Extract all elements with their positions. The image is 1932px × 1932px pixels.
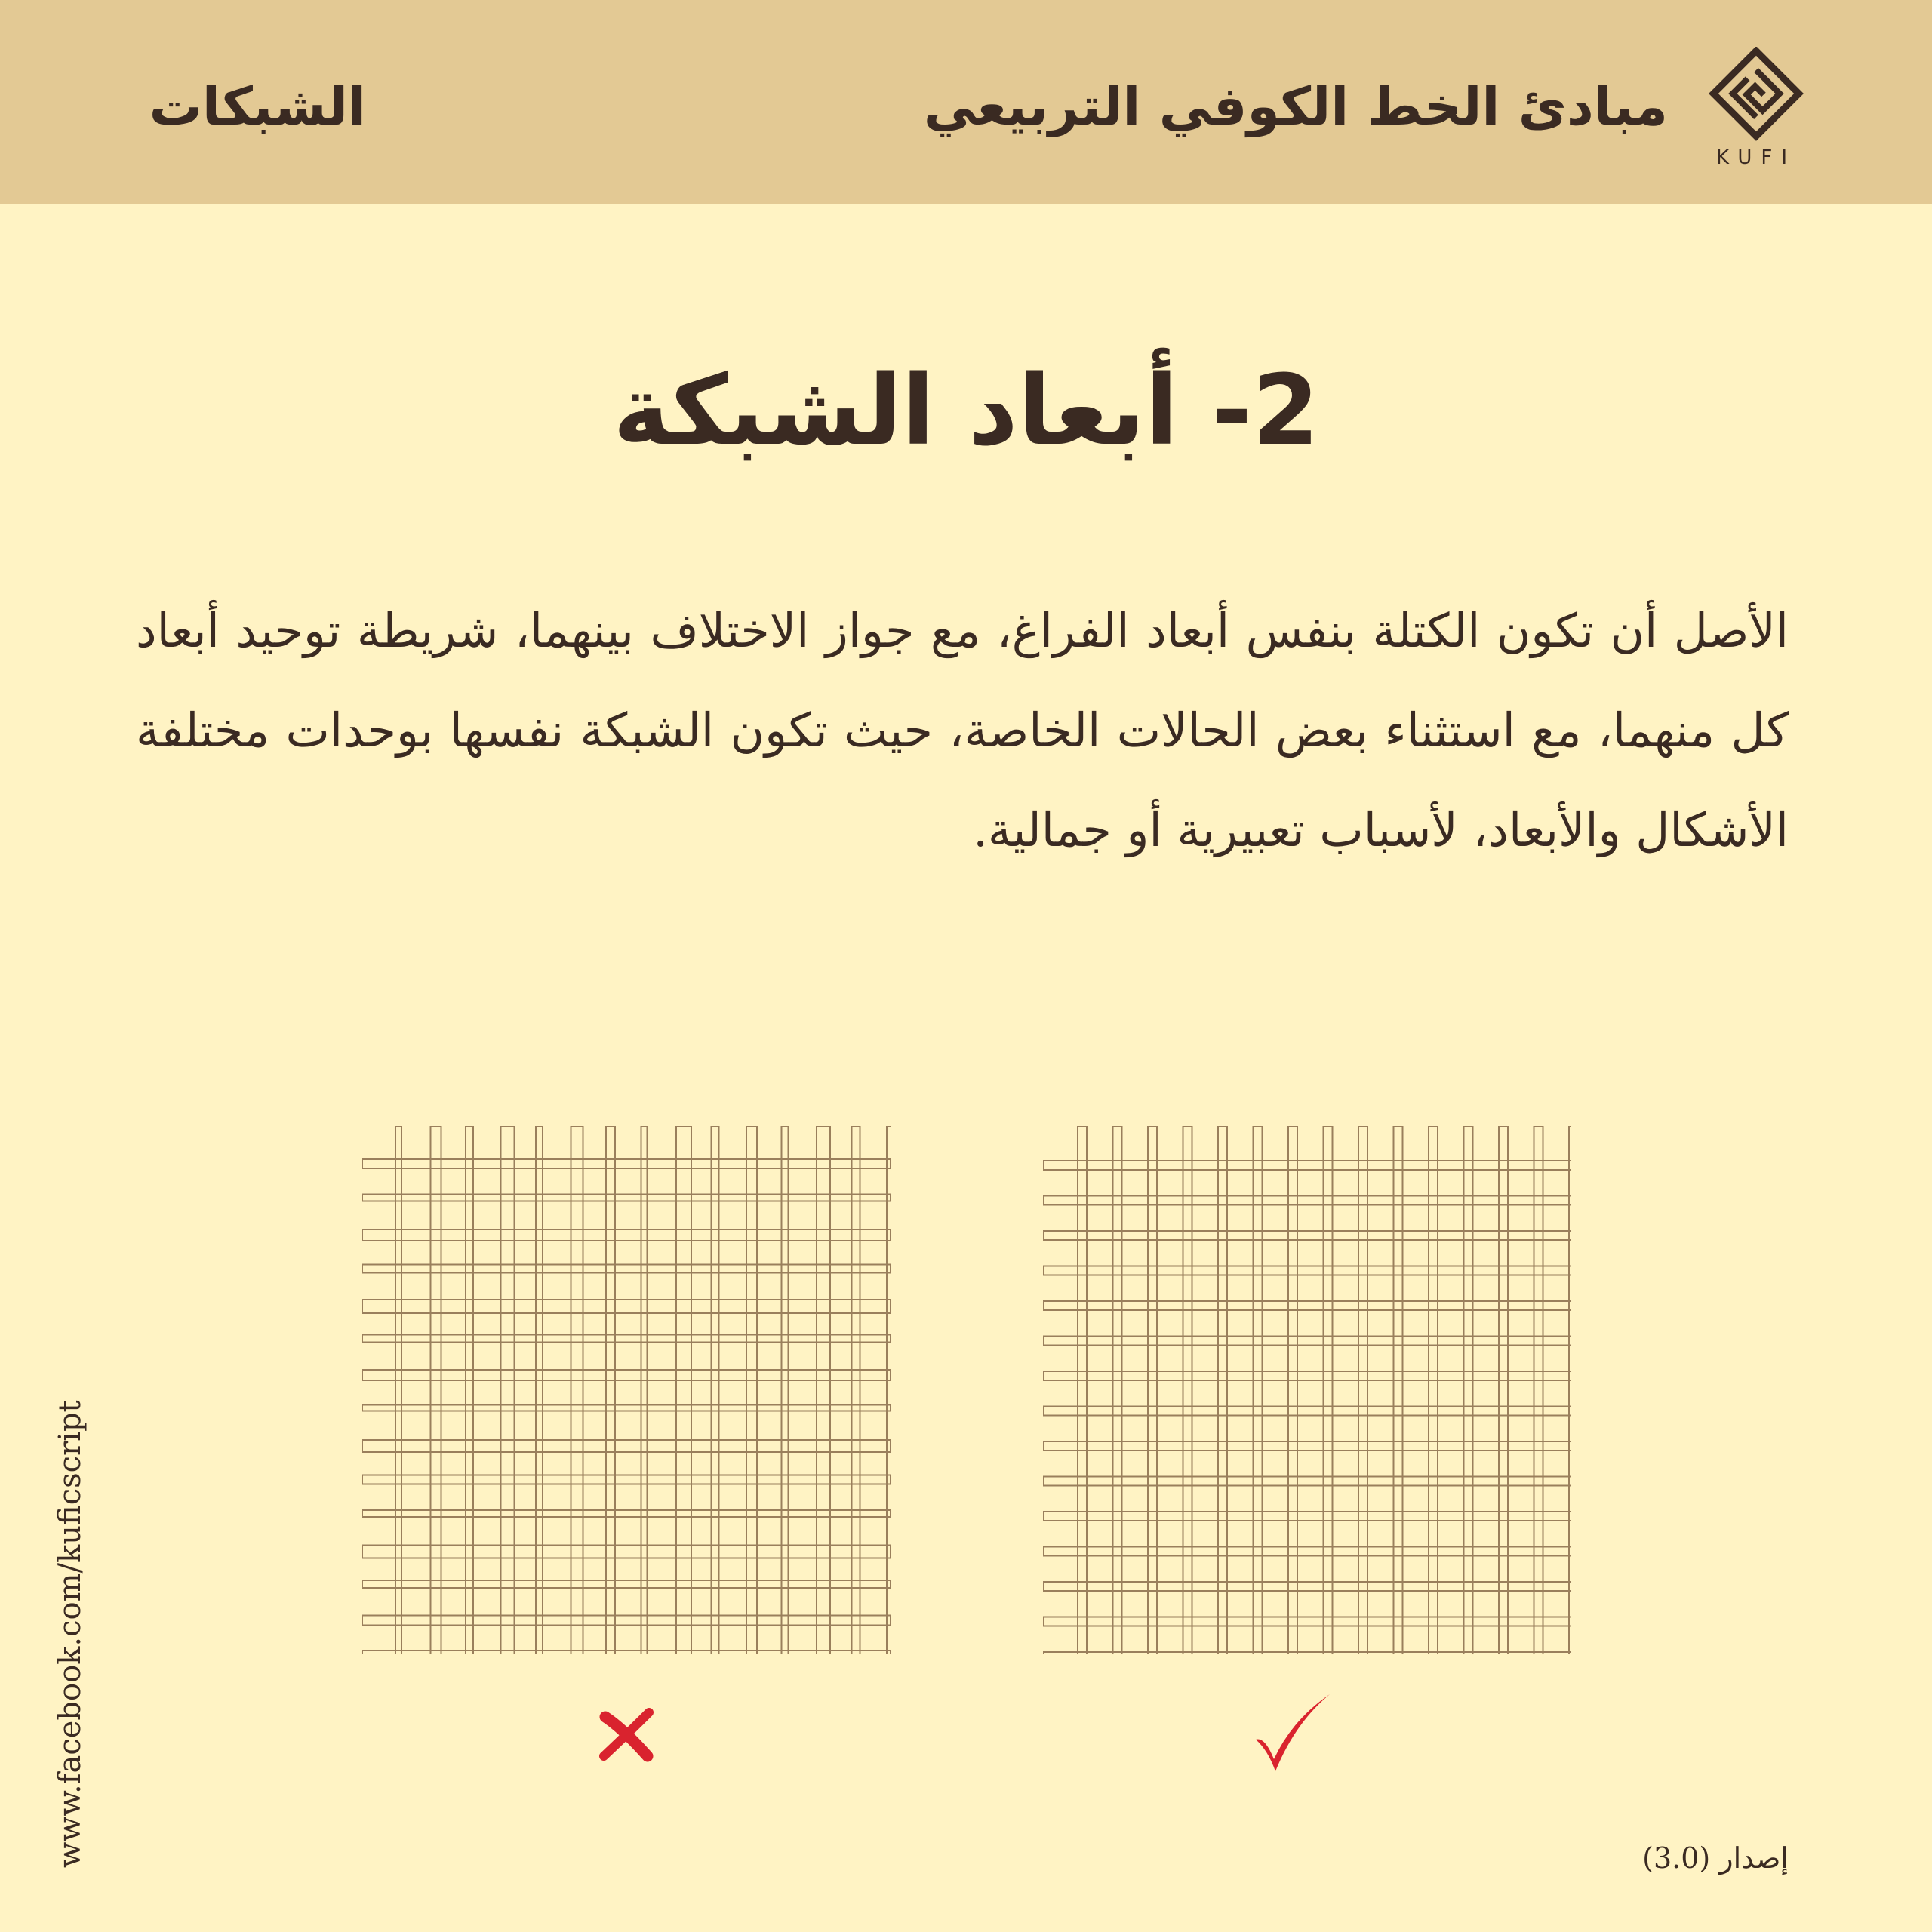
grid-vertical-strip: [782, 1126, 789, 1654]
grid-vertical-strip: [641, 1126, 648, 1654]
section-title: الشبكات: [149, 75, 366, 137]
body-paragraph: الأصل أن تكون الكتلة بنفس أبعاد الفراغ، مع جواز الاختلاف بينهما، شريطة توحيد أبعاد كل منهما، مع استثناء بعض الحالات الخاصة، حيث تكون الشبكة نفسها بوحدات مختلفة الأشكال والأبعاد، لأسباب تعبيرية أو جمالية.: [136, 603, 1789, 857]
grid-vertical-strip: [536, 1126, 543, 1654]
uneven-grid-graphic: [362, 1126, 891, 1654]
grid-vertical-strip: [466, 1126, 473, 1654]
grid-vertical-strip: [571, 1126, 583, 1654]
check-icon: [1247, 1687, 1337, 1777]
even-grid-example: [1043, 1126, 1571, 1654]
check-mark: [1247, 1687, 1337, 1777]
series-title: مبادئ الخط الكوفي التربيعي: [923, 75, 1668, 137]
grid-vertical-strip: [501, 1126, 515, 1654]
grid-vertical-strip: [606, 1126, 615, 1654]
grid-vertical-strip: [887, 1126, 891, 1654]
grid-vertical-strip: [852, 1126, 860, 1654]
facebook-url: www.facebook.com/kuficscript: [53, 1400, 88, 1868]
kufi-logo: [1707, 47, 1805, 175]
logo-text: KUFI: [1715, 146, 1796, 169]
grid-vertical-strip: [746, 1126, 757, 1654]
grid-vertical-strip: [431, 1126, 441, 1654]
page-heading: 2- أبعاد الشبكة: [613, 355, 1319, 467]
version-label: إصدار (3.0): [1642, 1841, 1789, 1875]
grid-vertical-strip: [395, 1126, 401, 1654]
even-grid-graphic: [1043, 1126, 1571, 1654]
uneven-grid-example: [362, 1126, 891, 1654]
grid-vertical-strip: [712, 1126, 719, 1654]
grid-vertical-strip: [817, 1126, 830, 1654]
cross-icon: [581, 1687, 672, 1777]
header-bar: [0, 0, 1932, 204]
grid-vertical-strip: [676, 1126, 691, 1654]
kufi-logo-icon: [1707, 47, 1805, 145]
cross-mark: [581, 1687, 672, 1777]
